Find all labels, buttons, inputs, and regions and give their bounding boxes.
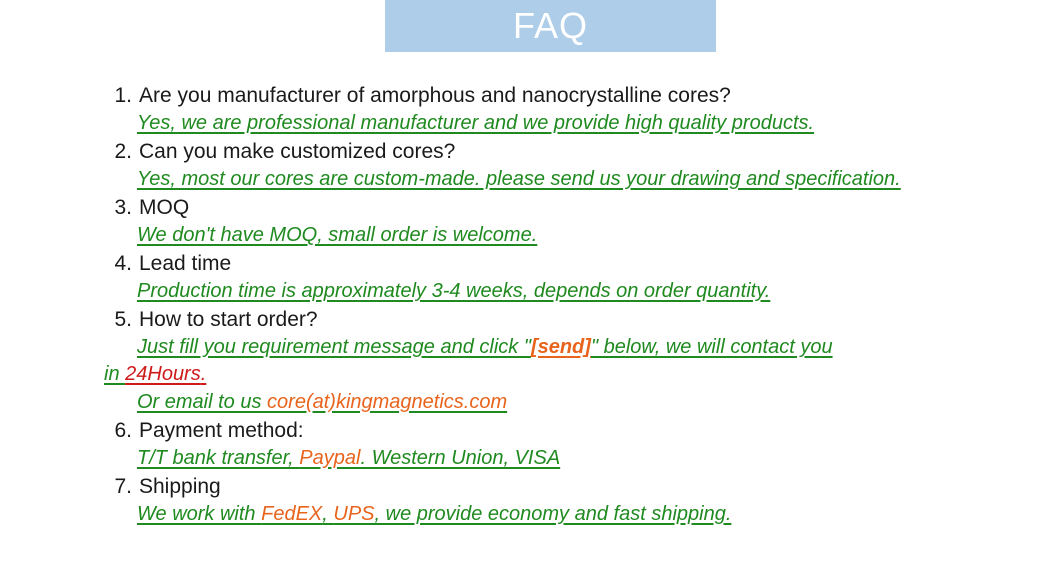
faq-question: Lead time [139,252,232,275]
send-button-reference: [send] [530,336,591,358]
faq-item [104,306,1034,416]
faq-answer-part: in [104,363,126,385]
faq-answer [104,334,1034,388]
faq-item [104,417,1034,472]
faq-question: Can you make customized cores? [139,140,456,163]
faq-question: How to start order? [139,308,318,331]
faq-answer-email-line [137,389,1034,416]
faq-item [104,250,1034,305]
faq-item [104,473,1034,528]
faq-number: 7. [114,475,132,498]
faq-answer [137,445,1034,472]
lead-time-highlight: 24Hours [125,363,201,385]
faq-answer-part: " below, we will contact you [590,336,833,358]
faq-question-row [104,306,1034,333]
faq-answer-part: We work with [137,503,262,525]
faq-answer-continuation [104,361,1034,388]
faq-question-row [104,82,1034,109]
faq-number: 2. [114,140,132,163]
paypal-link[interactable]: Paypal [299,447,361,469]
faq-answer-part: T/T bank transfer, [137,447,300,469]
page-title: FAQ [512,5,589,46]
faq-question-row [104,417,1034,444]
faq-answer-part: , we provide economy and fast shipping. [374,503,732,525]
faq-banner [385,0,716,52]
faq-number: 3. [114,196,132,219]
faq-question-row [104,194,1034,221]
faq-question: Shipping [139,475,221,498]
faq-answer: Production time is approximately 3-4 weeks, depends on order quantity. [137,280,771,302]
faq-answer-part: . [200,363,207,385]
faq-number: 5. [114,308,132,331]
faq-question: MOQ [139,196,190,219]
faq-answer-part: , [322,503,334,525]
faq-answer [137,501,1034,528]
faq-answer-part: Or email to us [137,391,268,413]
fedex-link[interactable]: FedEX [261,503,323,525]
faq-list [104,82,1034,529]
faq-item [104,138,1034,193]
email-address[interactable]: core(at)kingmagnetics.com [267,391,508,413]
faq-number: 4. [114,252,132,275]
faq-answer-part: Just fill you requirement message and click " [137,336,531,358]
faq-question-row [104,473,1034,500]
faq-question-row [104,250,1034,277]
faq-answer: Yes, most our cores are custom-made. please send us your drawing and specification. [137,168,901,190]
faq-answer: We don't have MOQ, small order is welcome. [137,224,538,246]
faq-answer-part: . Western Union, VISA [360,447,561,469]
faq-number: 1. [114,84,132,107]
faq-item [104,194,1034,249]
faq-answer: Yes, we are professional manufacturer and we provide high quality products. [137,112,815,134]
faq-item [104,82,1034,137]
faq-question: Are you manufacturer of amorphous and nanocrystalline cores? [139,84,731,107]
faq-number: 6. [114,419,132,442]
faq-question: Payment method: [139,419,304,442]
ups-link[interactable]: UPS [333,503,375,525]
faq-question-row [104,138,1034,165]
